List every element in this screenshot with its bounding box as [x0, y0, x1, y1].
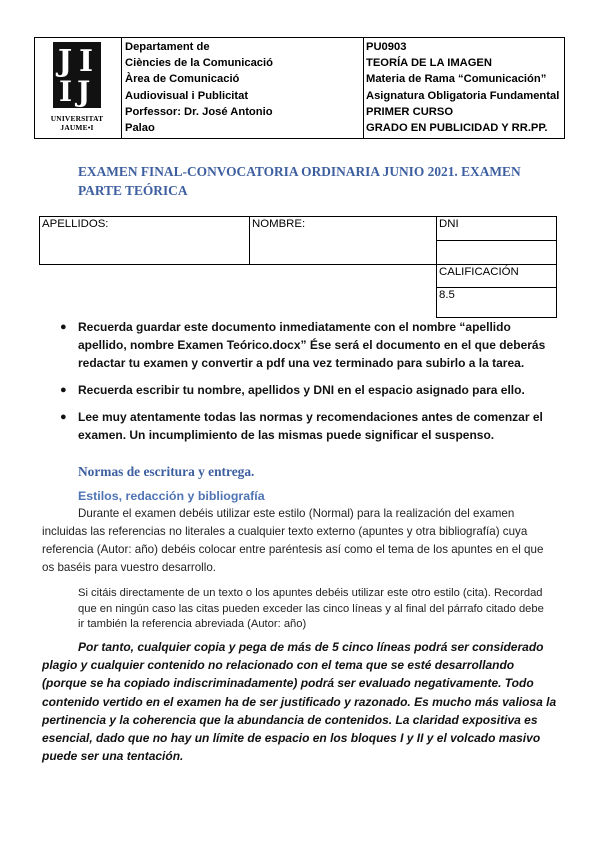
calificacion-label: CALIFICACIÓN: [439, 266, 519, 278]
dni-field[interactable]: [437, 241, 557, 265]
list-item: ● Recuerda escribir tu nombre, apellidos y DNI en el espacio asignado para ello.: [60, 383, 525, 397]
quote-paragraph: Si citáis directamente de un texto o los apuntes debéis utilizar este otro estilo (cita). Recordad que en ningún caso las citas pueden exceder las cinco líneas y al final del párrafo citado debe ir también la referencia abreviada (Autor: año): [78, 587, 544, 630]
plagiarism-warning-paragraph: Por tanto, cualquier copia y pega de más de 5 cinco líneas podrá ser considerado plagio y cualquier contenido no relacionado con el tema que se esté desarrollando (porque se ha copiado indiscriminadamente) podrá ser evaluado negativamente. Todo contenido vertido en el examen ha de ser justificado y razonado. Es mucho más valiosa la pertinencia y la coherencia que la abundancia de contenidos. La claridad expositiva es esencial, dado que no hay un límite de espacio en los bloques I y II y el volcado masivo puede ser una tentación.: [42, 640, 557, 764]
list-item: ● Recuerda guardar este documento inmediatamente con el nombre “apellido apellido, nombre Examen Teórico.docx” Ése será el documento en el que deberás redactar tu examen y convertir a pdf una vez terminado para subirlo a la tarea.: [60, 320, 546, 370]
calificacion-value-cell: [437, 288, 557, 318]
course-line: Asignatura Obligatoria Fundamental: [366, 89, 560, 102]
exam-title: EXAMEN FINAL-CONVOCATORIA ORDINARIA JUNIO 2021. EXAMEN PARTE TEÓRICA: [78, 164, 521, 198]
dni-label: DNI: [439, 218, 459, 230]
instructions-list: [60, 318, 560, 453]
nombre-field[interactable]: [250, 217, 437, 265]
student-info-table: [39, 216, 557, 318]
department-line: Porfessor: Dr. José Antonio: [125, 105, 273, 118]
bullet-icon: ●: [60, 411, 67, 423]
apellidos-field[interactable]: [40, 217, 250, 265]
list-item: ● Lee muy atentamente todas las normas y recomendaciones antes de comenzar el examen. Un incumplimiento de las mismas puede significar el suspenso.: [60, 410, 543, 442]
department-line: Audiovisual i Publicitat: [125, 89, 249, 102]
apellidos-label: APELLIDOS:: [42, 218, 109, 230]
section-heading: Normas de escritura y entrega.: [78, 464, 255, 479]
department-line: Departament de: [125, 41, 210, 53]
course-line: PU0903: [366, 41, 407, 53]
dni-label-cell: [437, 217, 557, 241]
department-cell: [122, 38, 364, 138]
calificacion-value: 8.5: [439, 289, 455, 301]
department-line: Ciències de la Comunicació: [125, 57, 273, 70]
paragraph-normal-style: Durante el examen debéis utilizar este estilo (Normal) para la realización del examen incluidas las referencias no literales a cualquier texto externo (apuntes y otra bibliografía) cuya referencia (Autor: año) debéis colocar entre paréntesis así como el tema de los apuntes en el que os baséis para vuestro desarrollo.: [42, 507, 544, 574]
course-cell: [364, 38, 564, 138]
bullet-icon: ●: [60, 321, 67, 333]
header-table: [34, 37, 565, 139]
department-line: Àrea de Comunicació: [125, 73, 240, 86]
course-line: TEORÍA DE LA IMAGEN: [366, 57, 492, 70]
course-line: Materia de Rama “Comunicación”: [366, 73, 547, 86]
nombre-label: NOMBRE:: [252, 218, 306, 230]
course-line: GRADO EN PUBLICIDAD Y RR.PP.: [366, 122, 548, 135]
calificacion-label-cell: [437, 265, 557, 288]
course-line: PRIMER CURSO: [366, 105, 454, 118]
logo-cell: [35, 38, 122, 138]
logo-wordmark: UNIVERSITAT JAUME•I: [50, 114, 104, 132]
department-line: Palao: [125, 122, 155, 135]
university-logo: [50, 42, 104, 132]
subsection-heading: Estilos, redacción y bibliografía: [78, 489, 265, 503]
logo-mark-icon: J I I J: [53, 42, 101, 108]
bullet-icon: ●: [60, 384, 67, 396]
